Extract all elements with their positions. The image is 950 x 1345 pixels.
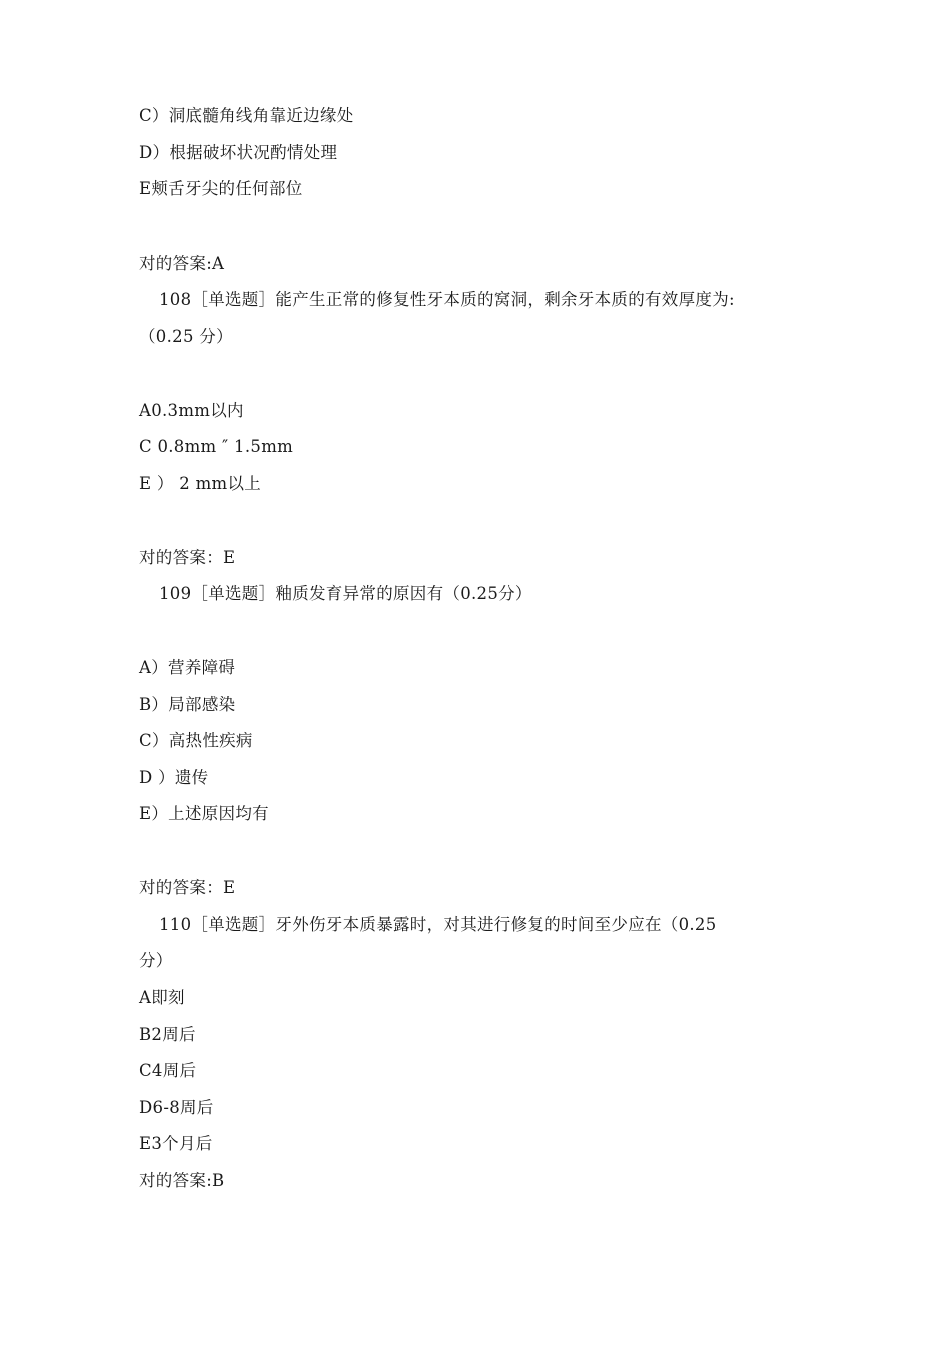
option-e-line: E）上述原因均有 [139,804,269,823]
option-c-line: C）高热性疾病 [139,731,253,750]
question-110-line: 110［单选题］牙外伤牙本质暴露时，对其进行修复的时间至少应在（0.25 [159,915,717,934]
question-108-score-line: （0.25 分） [139,327,233,346]
answer-line: 对的答案：E [139,878,236,897]
option-a-line: A0.3mm以内 [139,401,244,420]
question-109-line: 109［单选题］釉质发育异常的原因有（0.25分） [159,584,532,603]
option-d-line: D6-8周后 [139,1098,214,1117]
answer-line: 对的答案:A [139,254,225,273]
option-c-line: C）洞底髓角线角靠近边缘处 [139,106,354,125]
option-d-line: D）根据破坏状况酌情处理 [139,143,338,162]
question-110-score-line: 分） [139,951,173,970]
option-e-line: E3个月后 [139,1134,213,1153]
option-e-line: E ） 2 mm以上 [139,474,262,493]
question-108-line: 108［单选题］能产生正常的修复性牙本质的窝洞，剩余牙本质的有效厚度为: [159,290,735,309]
option-c-line: C4周后 [139,1061,197,1080]
answer-line: 对的答案：E [139,548,236,567]
option-a-line: A）营养障碍 [139,658,236,677]
option-e-line: E颊舌牙尖的任何部位 [139,179,303,198]
option-b-line: B）局部感染 [139,695,236,714]
option-c-line: C 0.8mm ″ 1.5mm [139,437,294,456]
option-a-line: A即刻 [139,988,185,1007]
option-d-line: D ）遗传 [139,768,209,787]
option-b-line: B2周后 [139,1025,196,1044]
answer-line: 对的答案:B [139,1171,225,1190]
